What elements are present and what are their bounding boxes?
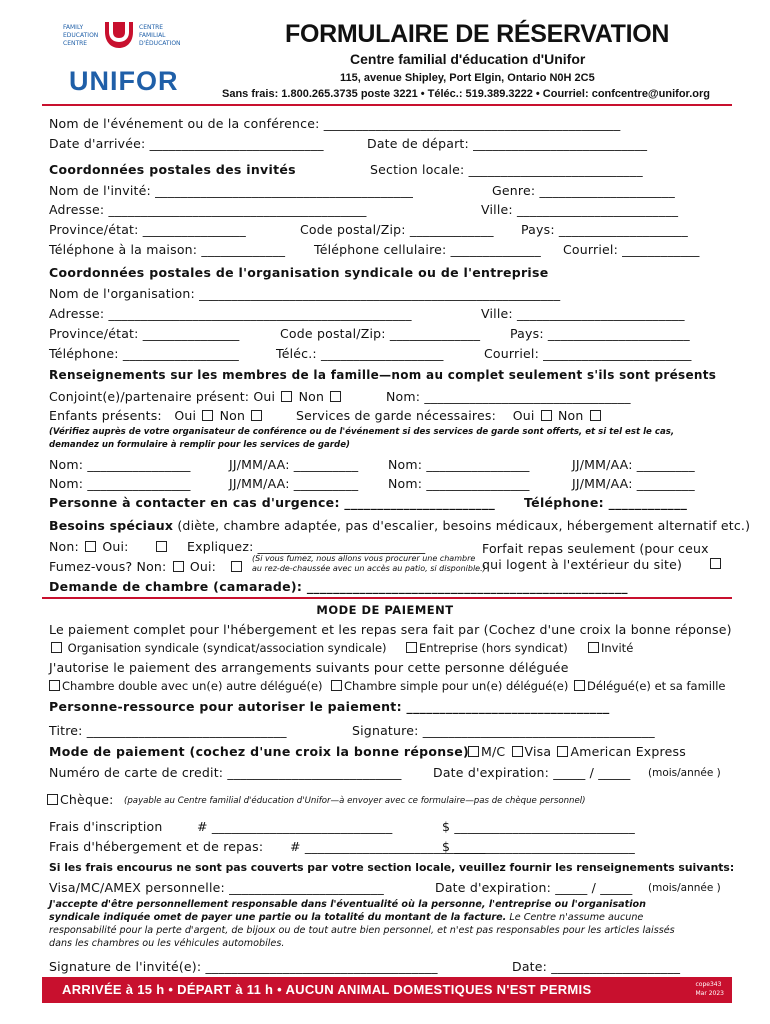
meal-plan-checkbox[interactable] bbox=[710, 558, 721, 569]
children-yes-checkbox[interactable] bbox=[202, 410, 213, 421]
special-yes-checkbox[interactable] bbox=[156, 541, 167, 552]
card-expiry-field[interactable]: Date d'expiration: _____ / _____ bbox=[433, 765, 631, 780]
authorizer-title-field[interactable]: Titre: _______________________________ bbox=[49, 723, 287, 738]
smoking-yes-checkbox[interactable] bbox=[231, 561, 242, 572]
local-field[interactable]: Section locale: ___________________________ bbox=[370, 162, 643, 177]
guest-address-field[interactable]: Adresse: ________________________________________ bbox=[49, 202, 367, 217]
amex-label: American Express bbox=[570, 744, 686, 759]
child-4-date[interactable]: JJ/MM/AA: _________ bbox=[572, 476, 695, 491]
special-needs-detail: (diète, chambre adaptée, pas d'escalier, besoins médicaux, hébergement alternatif etc.) bbox=[177, 518, 751, 533]
responsibility-line-4: dans les chambres ou les véhicules automobiles. bbox=[49, 938, 285, 949]
room-family-row bbox=[572, 679, 725, 693]
guest-name-field[interactable]: Nom de l'invité: ________________________________________ bbox=[49, 183, 414, 198]
card-expiry-format: (mois/année ) bbox=[648, 767, 721, 779]
children-yes-label: Oui bbox=[174, 408, 197, 423]
childcare-no-label: Non bbox=[557, 408, 584, 423]
child-4-name[interactable]: Nom: ________________ bbox=[388, 476, 530, 491]
payer-company-checkbox[interactable] bbox=[406, 642, 417, 653]
logo-left-line-2: EDUCATION bbox=[63, 32, 99, 39]
header-contact: Sans frais: 1.800.265.3735 poste 3221 • Téléc.: 519.389.3222 • Courriel: confcentre@unifor.org bbox=[222, 88, 710, 100]
mc-checkbox[interactable] bbox=[468, 746, 479, 757]
payer-guest-label: Invité bbox=[601, 641, 634, 655]
page-title: FORMULAIRE DE RÉSERVATION bbox=[285, 20, 670, 48]
childcare-label: Services de garde nécessaires: bbox=[296, 408, 497, 423]
visa-checkbox[interactable] bbox=[512, 746, 523, 757]
footer-text: ARRIVÉE à 15 h • DÉPART à 11 h • AUCUN ANIMAL DOMESTIQUES N'EST PERMIS bbox=[62, 982, 592, 997]
guest-city-field[interactable]: Ville: _________________________ bbox=[481, 202, 679, 217]
payer-options-row bbox=[49, 641, 387, 655]
header-address: 115, avenue Shipley, Port Elgin, Ontario N0H 2C5 bbox=[340, 72, 595, 84]
family-section-heading: Renseignements sur les membres de la famille—nom au complet seulement s'ils sont présents bbox=[49, 368, 717, 382]
footer-banner bbox=[42, 977, 732, 1003]
card-number-field[interactable]: Numéro de carte de credit: ___________________________ bbox=[49, 765, 402, 780]
event-name-field[interactable]: Nom de l'événement ou de la conférence: ______________________________________________ bbox=[49, 116, 621, 131]
amex-checkbox[interactable] bbox=[557, 746, 568, 757]
special-no-checkbox[interactable] bbox=[85, 541, 96, 552]
org-phone-field[interactable]: Téléphone: __________________ bbox=[49, 346, 239, 361]
personal-card-expiry[interactable]: Date d'expiration: _____ / _____ bbox=[435, 880, 633, 895]
page-subtitle: Centre familial d'éducation d'Unifor bbox=[350, 51, 586, 67]
fee-lodging-number[interactable]: # ____________________________ bbox=[290, 839, 486, 854]
children-present-label: Enfants présents: bbox=[49, 408, 162, 423]
logo-right-line-3: D'ÉDUCATION bbox=[139, 40, 181, 47]
payer-union-checkbox[interactable] bbox=[51, 642, 62, 653]
org-fax-field[interactable]: Téléc.: ___________________ bbox=[276, 346, 444, 361]
payment-method-label: Mode de paiement (cochez d'une croix la bonne réponse) bbox=[49, 744, 469, 759]
payment-divider bbox=[42, 597, 732, 599]
fee-registration-amount[interactable]: $ ____________________________ bbox=[442, 819, 635, 834]
smoking-yes-label: Oui: bbox=[189, 559, 217, 574]
cheque-checkbox[interactable] bbox=[47, 794, 58, 805]
room-family-label: Délégué(e) et sa famille bbox=[587, 679, 726, 693]
org-country-field[interactable]: Pays: ______________________ bbox=[510, 326, 690, 341]
header-divider bbox=[42, 104, 732, 106]
childcare-row bbox=[296, 408, 603, 423]
childcare-note-2: demandez un formulaire à remplir pour les services de garde) bbox=[49, 440, 350, 450]
guest-email-field[interactable]: Courriel: ____________ bbox=[563, 242, 700, 257]
org-province-field[interactable]: Province/état: _______________ bbox=[49, 326, 240, 341]
explain-field[interactable]: Expliquez: __________________________ bbox=[187, 539, 426, 554]
child-3-date[interactable]: JJ/MM/AA: __________ bbox=[229, 476, 359, 491]
logo-brand: UNIFOR bbox=[69, 66, 179, 96]
room-double-checkbox[interactable] bbox=[49, 680, 60, 691]
logo-left-line-1: FAMILY bbox=[63, 24, 84, 31]
arrival-date-field[interactable]: Date d'arrivée: ___________________________ bbox=[49, 136, 324, 151]
departure-date-field[interactable]: Date de départ: ___________________________ bbox=[367, 136, 648, 151]
payer-guest-checkbox[interactable] bbox=[588, 642, 599, 653]
room-family-checkbox[interactable] bbox=[574, 680, 585, 691]
cheque-label: Chèque: bbox=[60, 792, 114, 807]
child-3-name[interactable]: Nom: ________________ bbox=[49, 476, 191, 491]
responsibility-line-2 bbox=[49, 912, 643, 923]
responsibility-line-1: J'accepte d'être personnellement responsable dans l'éventualité où la personne, l'entreprise ou l'organisation bbox=[49, 899, 646, 910]
org-section-heading: Coordonnées postales de l'organisation syndicale ou de l'entreprise bbox=[49, 265, 549, 280]
gender-field[interactable]: Genre: _____________________ bbox=[492, 183, 675, 198]
guest-postal-field[interactable]: Code postal/Zip: _____________ bbox=[300, 222, 494, 237]
room-double-row bbox=[47, 679, 323, 693]
spouse-present-row bbox=[49, 389, 343, 404]
childcare-note-1: (Vérifiez auprès de votre organisateur de conférence ou de l'événement si des services de garde sont offerts, et si tel est le cas, bbox=[49, 427, 675, 437]
not-covered-note: Si les frais encourus ne sont pas couverts par votre section locale, veuillez fournir les renseignements suivants: bbox=[49, 861, 735, 874]
card-type-options bbox=[466, 744, 686, 759]
room-single-row bbox=[329, 679, 568, 693]
cheque-note: (payable au Centre familial d'éducation d'Unifor—à envoyer avec ce formulaire—pas de chèque personnel) bbox=[124, 796, 586, 806]
smoking-no-checkbox[interactable] bbox=[173, 561, 184, 572]
smoking-note-2: au rez-de-chaussée avec un accès au patio, si disponible.) bbox=[252, 564, 486, 573]
responsibility-line-3: responsabilité pour la perte d'argent, de bijoux ou de tout autre bien personnel, et n'est pas responsables pour les articles laissés bbox=[49, 925, 675, 936]
childcare-no-checkbox[interactable] bbox=[590, 410, 601, 421]
children-no-checkbox[interactable] bbox=[251, 410, 262, 421]
childcare-yes-checkbox[interactable] bbox=[541, 410, 552, 421]
child-2-date[interactable]: JJ/MM/AA: _________ bbox=[572, 457, 695, 472]
authorizer-field[interactable]: Personne-ressource pour autoriser le paiement: _______________________________ bbox=[49, 699, 610, 714]
special-needs-yn bbox=[49, 539, 169, 554]
payer-company-label: Entreprise (hors syndicat) bbox=[419, 641, 568, 655]
smoking-note-1: (Si vous fumez, nous allons vous procurer une chambre bbox=[252, 554, 476, 563]
fee-registration-number[interactable]: # ____________________________ bbox=[197, 819, 393, 834]
meal-plan-line-2: qui logent à l'extérieur du site) bbox=[482, 557, 683, 572]
logo-right-line-1: CENTRE bbox=[139, 24, 164, 31]
org-city-field[interactable]: Ville: __________________________ bbox=[481, 306, 685, 321]
personal-card-field[interactable]: Visa/MC/AMEX personnelle: ________________________ bbox=[49, 880, 384, 895]
payment-intro: Le paiement complet pour l'hébergement et les repas sera fait par (Cochez d'une croix la bonne réponse) bbox=[49, 622, 732, 637]
logo-right-line-2: FAMILIAL bbox=[139, 32, 166, 39]
guest-country-field[interactable]: Pays: ____________________ bbox=[521, 222, 688, 237]
guest-province-field[interactable]: Province/état: ________________ bbox=[49, 222, 246, 237]
cheque-row bbox=[45, 792, 114, 807]
authorize-text: J'autorise le paiement des arrangements suivants pour cette personne déléguée bbox=[49, 660, 569, 675]
spouse-non-label: Non bbox=[298, 389, 325, 404]
payer-guest-row bbox=[586, 641, 633, 655]
visa-label: Visa bbox=[524, 744, 552, 759]
guest-section-heading: Coordonnées postales des invités bbox=[49, 162, 296, 177]
smoking-no-label: Fumez-vous? Non: bbox=[49, 559, 167, 574]
special-needs-heading-row bbox=[49, 518, 750, 533]
roommate-request-field[interactable]: Demande de chambre (camarade): _________________________________________________ bbox=[49, 579, 628, 594]
org-address-field[interactable]: Adresse: _______________________________________________ bbox=[49, 306, 412, 321]
emergency-contact-field[interactable]: Personne à contacter en cas d'urgence: _______________________ bbox=[49, 495, 496, 510]
room-double-label: Chambre double avec un(e) autre délégué(e) bbox=[62, 679, 323, 693]
child-1-name[interactable]: Nom: ________________ bbox=[49, 457, 191, 472]
room-single-checkbox[interactable] bbox=[331, 680, 342, 691]
fee-registration-label: Frais d'inscription bbox=[49, 819, 163, 834]
org-postal-field[interactable]: Code postal/Zip: ______________ bbox=[280, 326, 481, 341]
special-no-label: Non: bbox=[49, 539, 79, 554]
spouse-no-checkbox[interactable] bbox=[330, 391, 341, 402]
room-single-label: Chambre simple pour un(e) délégué(e) bbox=[344, 679, 569, 693]
org-name-field[interactable]: Nom de l'organisation: ________________________________________________________ bbox=[49, 286, 561, 301]
responsibility-line-2-normal: Le Centre n'assume aucune bbox=[509, 912, 644, 923]
unifor-logo bbox=[55, 18, 195, 98]
logo-left-line-3: CENTRE bbox=[63, 40, 88, 47]
payer-company-row bbox=[404, 641, 568, 655]
cell-phone-field[interactable]: Téléphone cellulaire: ______________ bbox=[314, 242, 541, 257]
spouse-yes-checkbox[interactable] bbox=[281, 391, 292, 402]
payer-union-label: Organisation syndicale (syndicat/association syndicale) bbox=[67, 641, 387, 655]
spouse-name-field[interactable]: Nom: ________________________________ bbox=[386, 389, 631, 404]
guest-signature-date-field[interactable]: Date: ____________________ bbox=[512, 959, 681, 974]
payment-heading: MODE DE PAIEMENT bbox=[316, 603, 454, 617]
special-needs-heading: Besoins spéciaux bbox=[49, 518, 174, 533]
smoking-row bbox=[49, 559, 244, 574]
spouse-present-label: Conjoint(e)/partenaire présent: Oui bbox=[49, 389, 276, 404]
mc-label: M/C bbox=[481, 744, 506, 759]
fee-lodging-label: Frais d'hébergement et de repas: bbox=[49, 839, 264, 854]
children-present-row bbox=[49, 408, 264, 423]
emergency-phone-field[interactable]: Téléphone: ____________ bbox=[524, 495, 688, 510]
personal-expiry-format: (mois/année ) bbox=[648, 882, 721, 894]
footer-code bbox=[696, 980, 725, 998]
meal-plan-line-1: Forfait repas seulement (pour ceux bbox=[482, 541, 709, 556]
childcare-yes-label: Oui bbox=[512, 408, 535, 423]
child-1-date[interactable]: JJ/MM/AA: __________ bbox=[229, 457, 359, 472]
home-phone-field[interactable]: Téléphone à la maison: _____________ bbox=[49, 242, 286, 257]
footer-code-2: Mar 2023 bbox=[695, 990, 724, 997]
authorizer-signature-field[interactable]: Signature: ____________________________________ bbox=[352, 723, 655, 738]
footer-code-1: cope343 bbox=[695, 981, 722, 988]
children-no-label: Non bbox=[219, 408, 246, 423]
fee-lodging-amount[interactable]: $ ____________________________ bbox=[442, 839, 635, 854]
guest-signature-field[interactable]: Signature de l'invité(e): ____________________________________ bbox=[49, 959, 438, 974]
responsibility-line-2-bold: syndicale indiquée omet de payer une partie ou la totalité du montant de la facture. bbox=[49, 912, 507, 923]
child-2-name[interactable]: Nom: ________________ bbox=[388, 457, 530, 472]
special-yes-label: Oui: bbox=[102, 539, 129, 554]
org-email-field[interactable]: Courriel: _______________________ bbox=[484, 346, 692, 361]
